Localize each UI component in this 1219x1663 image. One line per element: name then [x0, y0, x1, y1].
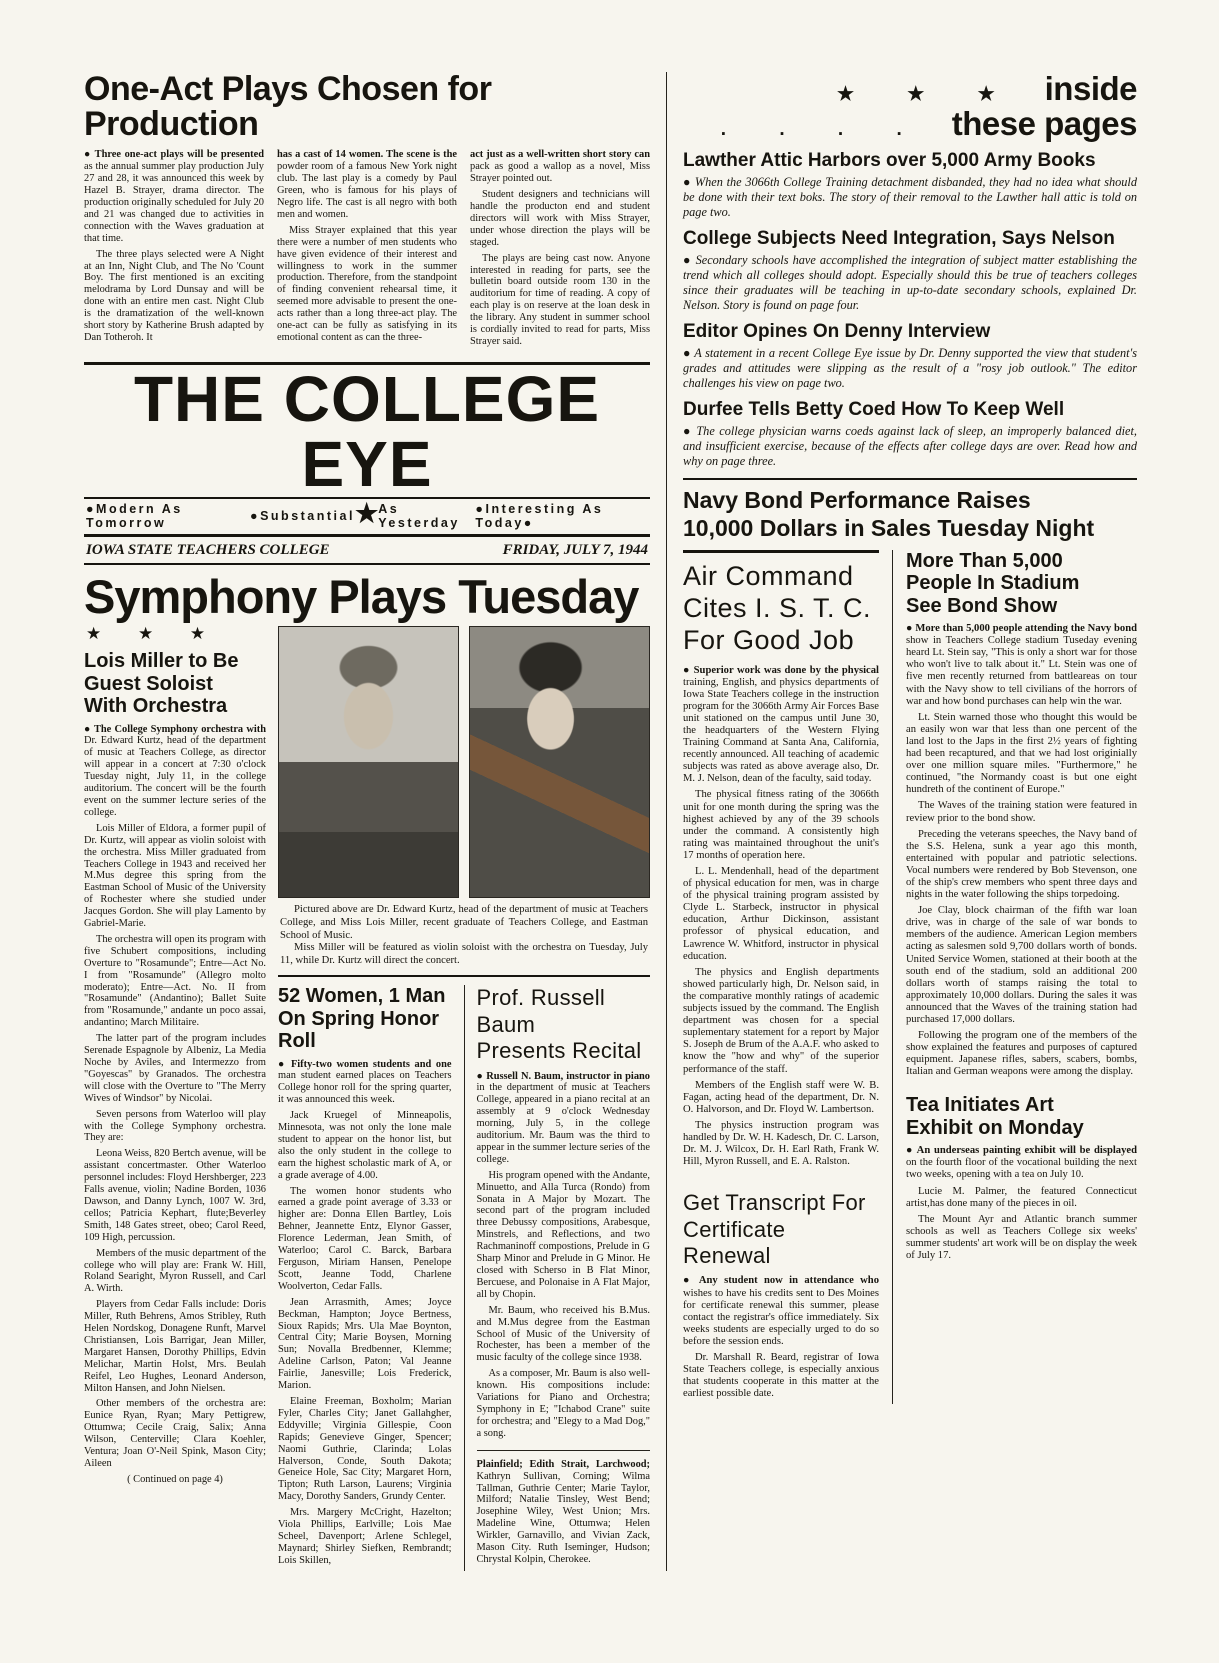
air-command-headline-line2: Cites I. S. T. C. [683, 592, 872, 623]
honor-roll-continuation: Plainfield; Edith Strait, Larchwood; Kathryn Sullivan, Corning; Wilma Tallman, Guthrie Center; Marie Taylor, Milford; Natalie Tinsley, West Bend; Josephine Wiley, West Union; Mrs. Madeline Wine, Ottumwa; Helen Wirkler, Garnavillo, and Vivian Zack, Mason City. Ruth Iseminger, Hudson; Chrystal Kolpin, Cherokee. [476, 1458, 650, 1565]
soloist-body: ● The College Symphony orchestra with Dr. Edward Kurtz, head of the department of music at Teachers College, as director will appear in a concert at 7:30 o'clock Tuesday night, July 11, in the college auditorium. The concert will be the fourth event on the summer lecture series of the college. Lois Miller of Eldora, a former pupil of Dr. Kurtz, will appear as violin soloist with the orchestra. Miss Miller graduated from Teachers College in 1943 and received her M.Mus degree this spring from the Eastman School of Music of the University of Rochester where she studied under Jacques Gordon. She will play Lamento by Gabriel-Marie. The orchestra will open its program with five Schubert compositions, including Overture to "Rosamunde"; Entre—Act No. I from "Rosamunde" (Allegro molto moderato); Entre—Act. No. II from "Rosamunde" (Andantino); Ballet Suite from "Rosamunde," andante un poco assai, andantino; March Militaire. The latter part of the program includes Serenade Espagnole by Albeniz, La Media Noche by Aviles, and Intermezzo from "Goyescas" by Granados. The orchestra will close with the Overture to "The Merry Wives of Windsor" by Nicolai. Seven persons from Waterloo will play with the College Symphony orchestra. They are: Leona Weiss, 820 Bertch avenue, will be assistant concertmaster. Other Waterloo personnel includes: Floyd Hershberger, 223 Falls avenue, violin; Nadine Borden, 1036 Dawson, and Danny Lynch, 1007 W. 3rd, cellos; Patricia Kephart, flute;Beverley Smith, 148 Gates street, obeo; Carol Reed, 109 High, percussion. Members of the music department of the college who will play are: Frank W. Hill, Roland Searight, Myron Russell, and Carl A. Wirth. Players from Cedar Falls include: Doris Miller, Ruth Behrens, Amos Stribley, Ruth Helen Nordskog, Donagene Runft, Marvel Christiansen, Lois Barrigar, Jean Miller, Margaret Hansen, Dorothy Phillips, Edvin Melichar, Martin Holst, Mrs. Beulah Reifel, Leo Hughes, Leonard Anderson, Milton Hansen, and John Nielsen. Other members of the orchestra are: Eunice Ryan, Ryan; Mary Pettigrew, Ottumwa; Cecile Craig, Salix; Anna Wilson, Centerville; Clara Koehler, Ventura; Joan O'-Neil Spink, Mason City; Aileen [84, 723, 266, 1470]
navy-bond-headline [683, 478, 1137, 550]
teaser-headline: College Subjects Need Integration, Says Nelson [683, 228, 1115, 250]
stadium-headline-line3: See Bond Show [906, 594, 1058, 617]
transcript-body: ● Any student now in attendance who wishes to have his credits sent to Des Moines for certificate renewal this summer, please contact the registrar's office immediately. Six weeks students are especially urged to do so before the session ends. Dr. Marshall R. Beard, registrar of Iowa State Teachers college, is especially anxious that students cooperate in this matter at the earliest possible date. [683, 1275, 879, 1400]
inside-word2: these pages [951, 104, 1137, 142]
dateline [84, 537, 650, 565]
teaser-headline: Durfee Tells Betty Coed How To Keep Well [683, 398, 1065, 420]
air-command-headline [683, 561, 879, 657]
tagline-right1: As Yesterday [378, 502, 460, 531]
transcript-headline-line2: Certificate Renewal [683, 1216, 786, 1269]
tea-headline-line1: Tea Initiates Art [906, 1094, 1054, 1117]
stadium-headline [906, 550, 1137, 617]
honor-roll-headline [278, 985, 452, 1052]
teaser-body: ● The college physician warns coeds against lack of sleep, an improperly balanced diet, and insufficient exercise, because of the effects after college days are over. Read how and why on page three. [683, 423, 1137, 468]
honor-roll-article [278, 985, 452, 1570]
transcript-headline-line1: Get Transcript For [683, 1190, 866, 1216]
edward-kurtz-photo [278, 626, 459, 898]
teaser-editor [683, 322, 1137, 391]
lois-miller-photo [469, 626, 650, 898]
inside-these-pages-header [683, 72, 1137, 141]
air-command-headline-line3: For Good Job [683, 624, 855, 655]
symphony-headline: Symphony Plays Tuesday [84, 570, 639, 624]
teaser-lawther [683, 151, 1137, 220]
teaser-body: ● A statement in a recent College Eye issue by Dr. Denny supported the view that student's grades and attitudes were slipping as the result of a "rosy job outlook." The editor challenges his view on page two. [683, 345, 1137, 390]
stadium-headline-line2: People In Stadium [906, 572, 1080, 595]
recital-headline [477, 985, 651, 1064]
teaser-body: ● Secondary schools have accomplished the integration of subject matter establishing the trend which all colleges should adopt. Especially should this be true of teachers colleges since their graduates will be teaching in up-to-date secondary schools, explained Dr. Nelson. Story is found on page four. [683, 253, 1137, 313]
honor-roll-body: ● Fifty-two women students and one man student earned places on Teachers College honor roll for the spring quarter, it was announced this week. Jack Kruegel of Minneapolis, Minnesota, was not only the lone male student to appear on the honor list, but also the only student in the college to earn the highest scholastic mark of A, or a grade average of 4.00. The women honor students who earned a grade point average of 3.33 or higher are: Donna Ellen Bartley, Lois Behner, Jeannette Entz, Elynor Gasser, Florence Lederman, Jean Smith, of Waterloo; Carol C. Barck, Barbara Ferguson, Miriam Hansen, Penelope Scott, Jeanne Todd, Charlene Woolverton, Cedar Falls. Jean Arrasmith, Ames; Joyce Beckman, Hampton; Joyce Bertness, Sioux Rapids; Mrs. Ula Mae Boynton, Central City; Marie Boysen, Morning Sun; Novalla Bredbenner, Klemme; Adeline Carlson, Paton; Val Jeanne Fairlie, Janesville; Lois Frederick, Marion. Elaine Freeman, Boxholm; Marian Fyler, Charles City; Janet Gallahgher, Eddyville; Virginia Gillespie, Coon Rapids; Genevieve Ginger, Spencer; Naomi Guthrie, Clarinda; Lolas Halverson, Conde, South Dakota; Geneice Hole, Sac City; Margaret Horn, Tipton; Ruth Larson, Laurens; Virginia Macy, Dorothy Sanders, Grundy Center. Mrs. Margery McCright, Hazelton; Viola Phillips, Earlville; Lois Mae Scheel, Davenport; Arlene Schlegel, Maynard; Shirley Siefken, Rembrandt; Lois Skillen, [278, 1058, 452, 1566]
navy-headline-line1: Navy Bond Performance Raises [683, 486, 1031, 513]
recital-body: ● Russell N. Baum, instructor in piano in the department of music at Teachers College, appeared in a piano recital at an assembly at 9 o'clock Wednesday morning, July 5, in the college auditorium. Mr. Baum was the third to appear in the summer lecture series of the college. His program opened with the Andante, Minuetto, and Alla Turca (Rondo) from Sonata in A Major by Mozart. The second part of the program included three Debussy compositions, Arabesque, Minstrels, and Reflections, and two Rachmaninoff compostions, Prelude in G Sharp Minor and Prelude in G Minor. He closed with Scherso in B Flat Minor, Bercuese, and Polonaise in A Flat Major, all by Chopin. Mr. Baum, who received his B.Mus. and M.Mus degree from the Eastman School of Music of the University of Rochester, has been a member of the music faculty of the college since 1938. As a composer, Mr. Baum is also well-known. His compositions include: Variations for Piano and Orchestra; Symphony in E; "Ichabod Crane" suite for orchestra; and "Elegy to a Mad Dog," a song. [476, 1070, 650, 1439]
stadium-article [892, 550, 1137, 1404]
recital-headline-line1: Prof. Russell Baum [476, 985, 606, 1037]
one-act-col1: ● Three one-act plays will be presented as the annual summer play production July 27 and 28, it was announced this week by Hazel B. Strayer, drama director. The production originally scheduled for July 20 and 21 was changed due to activities in connection with the Waves graduation at that time. The three plays selected were A Night at an Inn, Night Club, and The No 'Count Boy. The first mentioned is an exciting melodrama by Lord Dunsay and will be done with an entire men cast. Night Club is the dramatization of the well-known short story by Katherine Brush adapted by Dan Totheroh. It [84, 149, 264, 343]
masthead-title: THE COLLEGE EYE [133, 362, 601, 501]
stars-decoration: ★ ★ ★ [836, 84, 1019, 105]
one-act-article [84, 72, 650, 352]
recital-article [464, 985, 651, 1570]
left-section [84, 72, 650, 1571]
masthead [84, 362, 650, 538]
honor-roll-headline-line2: On Spring Honor Roll [278, 1007, 440, 1053]
one-act-col3: act just as a well-written short story can pack as good a wallop as a novel, Miss Strayer pointed out. Student designers and technicians will handle the producton end and student directors will work with Miss Strayer, under whose direction the plays will be staged. The plays are being cast now. Anyone interested in reading for parts, see the bulletin board outside room 130 in the auditorium for time of reading. A copy of each play is on reserve at the loan desk in the library. Any student in summer school is cordially invited to read for parts, Miss Strayer said. [470, 149, 650, 347]
soloist-article [84, 622, 266, 1570]
tagline-mid: ●Substantial [250, 509, 355, 524]
symphony-section [84, 570, 650, 1570]
issue-date: FRIDAY, JULY 7, 1944 [502, 542, 648, 559]
recital-headline-line2: Presents Recital [476, 1038, 642, 1064]
transcript-headline [683, 1190, 879, 1269]
stars-decoration: ★ ★ ★ [86, 624, 222, 644]
air-command-headline-line1: Air Command [683, 560, 854, 591]
tagline-right2: ●Interesting As Today● [475, 502, 604, 531]
continued-notice: ( Continued on page 4) [127, 1473, 223, 1485]
air-command-body: ● Superior work was done by the physical training, English, and physics departments of Iowa State Teachers college in the instruction program for the 3066th Army Air Forces Base unit stationed on the campus until June 30, the headquarters of the Western Flying Training Command at Santa Ana, California, recently announced. All teaching of academic subjects was rated as above average also, Dr. M. J. Nelson, dean of the faculty, said today. The physical fitness rating of the 3066th unit for one month during the spring was the highest achieved by any of the 39 schools under the command. A consistently high rating was maintained throughout the unit's 17 months of operation here. L. L. Mendenhall, head of the department of physical education for men, was in charge of the physical training program assisted by Clyde L. Starbeck, instructor in physical education, Arthur Dickinson, assistant professor of physical education, and Lawrence W. Whitford, instructor in physical education. The physics and English departments showed particularly high, Dr. Nelson said, in the comparative monthly ratings of academic subjects issued by the command. The English department was chosen for a special suplementary statement for a report by Major S. Joseph de Brum of the A.A.F. who asked to know the "how and why" of the superior performance of the staff. Members of the English staff were W. B. Fagan, acting head of the department, Dr. N. O. Halvorson, and Dr. Floyd W. Lambertson. The physics instruction program was handled by Dr. W. H. Kadesch, Dr. C. Larson, Dr. M. J. Wilcox, Dr. H. Earl Rath, Frank W. Hill, Myron Russell, and E. A. Ralston. [683, 664, 879, 1168]
soloist-headline-line2: Guest Soloist [84, 672, 213, 695]
photo-caption: Pictured above are Dr. Edward Kurtz, head of the department of music at Teachers College, and Miss Lois Miller, recent graduate of Teachers College, and Eastman School of Music. Miss Miller will be featured as violin soloist with the orchestra on Tuesday, July 11, while Dr. Kurtz will direct the concert. [278, 898, 650, 977]
teaser-body: ● When the 3066th College Training detachment disbanded, they had no idea what should be done with their text boks. The story of their removal to the Lawther hall attic is told on page two. [683, 175, 1137, 220]
college-name: IOWA STATE TEACHERS COLLEGE [86, 542, 330, 559]
teaser-headline: Lawther Attic Harbors over 5,000 Army Books [683, 150, 1096, 172]
stadium-body: ● More than 5,000 people attending the Navy bond show in Teachers College stadium Tuseday evening heard Lt. Stein say, "This is only a short war for those who won't live to talk about it." Lt. Stein was one of five men recently returned from battleareas on tour with the Navy show to tell civilians of the horrors of war and how bond purchases can help win the war. Lt. Stein warned those who thought this would be an easily won war that less than one percent of the land lost to the Japs in the first 2½ years of fighting had been recaptured, and that we had lost originially over one million square miles. "Furthermore," he continued, "the Normandy coast is but one eight hundreth of the continent of Europe." The Waves of the training station were featured in review prior to the bond show. Preceding the veterans speeches, the Navy band of the S.S. Helena, sunk a year ago this month, entertained with popular and patriotic selections. Vocal numbers were rendered by Bob Stevenson, one of the ship's crew members who spent three days and nights in the water following the ships torpedoing. Joe Clay, block chairman of the fifth war loan drive, was in charge of the sale of war bonds to members of the audience. American Legion members acting as salesmen sold 9,700 dollars worth of bonds. United Service Women, stationed at their booth at the south end of the stadium, sold an additional 200 dollars worth of stamps raising the total to approximately 10,000 dollars. During the sales it was announced that the Waves of the training station had purchased 17,000 dollars. Following the program one of the members of the show explained the features and purposes of captured equipment. Japanese rifles, sabers, scabers, bombs, Italian and German weapons were among the display. [906, 623, 1137, 1078]
column-rule [477, 1450, 651, 1451]
soloist-headline [84, 650, 266, 717]
navy-headline-line2: 10,000 Dollars in Sales Tuesday Night [683, 514, 1095, 541]
honor-roll-headline-line1: 52 Women, 1 Man [278, 985, 446, 1008]
tea-exhibit-body: ● An underseas painting exhibit will be displayed on the fourth floor of the vocational building the next two weeks, opening with a tea on July 10. Lucie M. Palmer, the featured Connecticut artist,has done many of the pieces in oil. The Mount Ayr and Atlantic branch summer schools as well as Teachers College six weeks' summer students' art work will be on display the week of July 17. [906, 1145, 1137, 1262]
teaser-durfee [683, 400, 1137, 469]
soloist-headline-line3: With Orchestra [84, 695, 228, 718]
stadium-headline-line1: More Than 5,000 [906, 549, 1063, 572]
tea-headline-line2: Exhibit on Monday [906, 1116, 1084, 1139]
photo-and-articles [278, 622, 650, 1570]
photos-block [278, 626, 650, 898]
soloist-headline-line1: Lois Miller to Be [84, 650, 239, 673]
one-act-headline: One-Act Plays Chosen for Production [84, 70, 492, 143]
one-act-col2: has a cast of 14 women. The scene is the powder room of a famous New York night club. The last play is a comedy by Paul Green, who is famous for his plays of Negro life. The cast is all negro with both men and women. Miss Strayer explained that this year there were a number of men students who have given evidence of their interest and willingness to work in the summer production. Therefore, from the standpoint of finding convenient rehearsal time, it seemed more advisable to present the one-acts rather than a long three-act play. The one-act can be fully as satisfying in its emotional content as can the three- [277, 149, 457, 343]
dots-decoration: . . . . [720, 118, 926, 140]
inside-word1: inside [1044, 70, 1137, 107]
air-command-article [683, 550, 879, 1404]
tagline-left: ●Modern As Tomorrow [86, 502, 183, 531]
tea-exhibit-headline [906, 1094, 1137, 1139]
right-section [666, 72, 1137, 1571]
teaser-headline: Editor Opines On Denny Interview [683, 321, 991, 343]
masthead-tagline: ●Modern As Tomorrow ●Substantial ★ As Yesterday ●Interesting As Today● [84, 497, 650, 534]
teaser-integration [683, 229, 1137, 313]
